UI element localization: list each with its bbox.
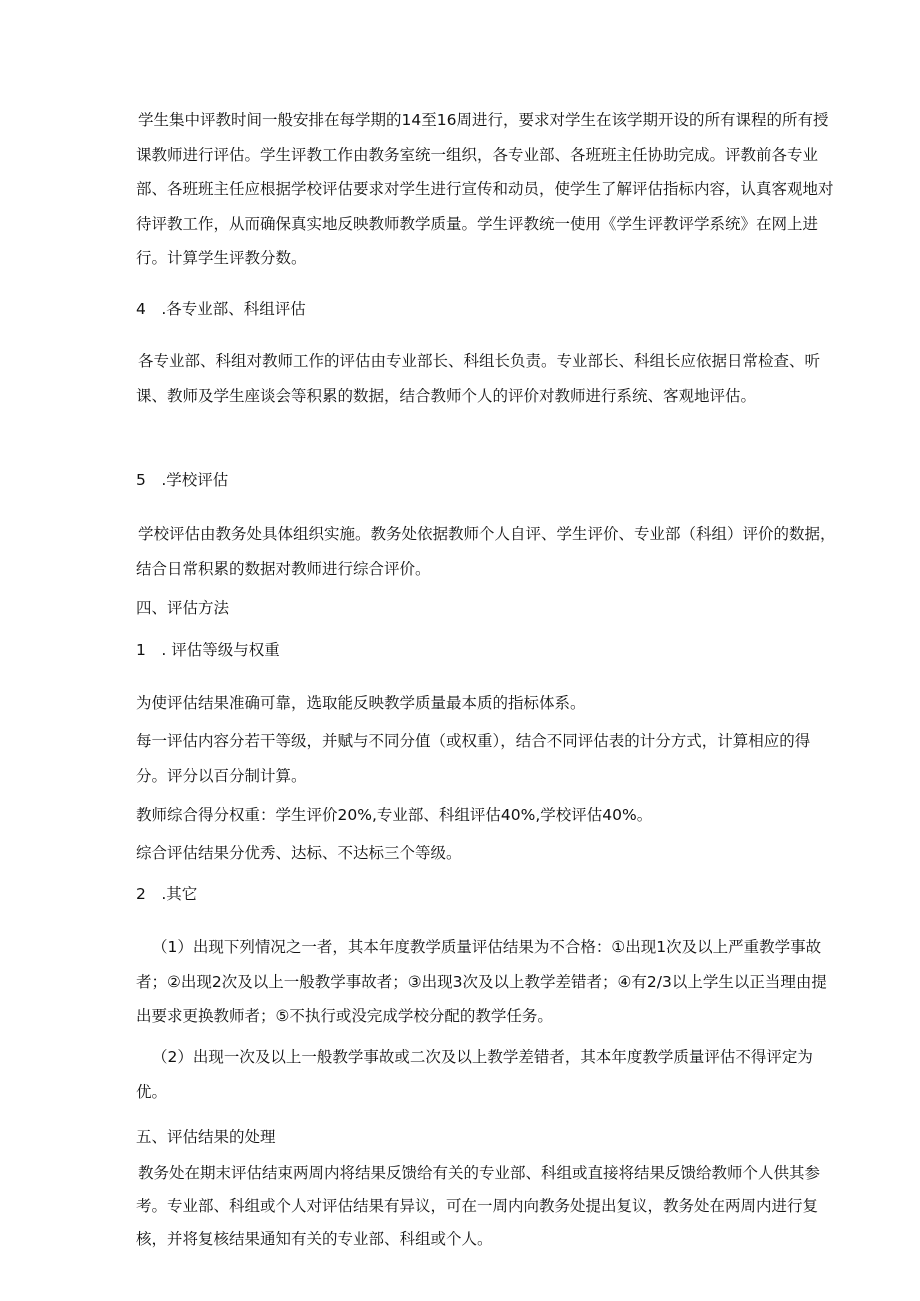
paragraph-indicator-system: 为使评估结果准确可靠，选取能反映教学质量最本质的指标体系。 — [136, 694, 586, 712]
heading-section-four: 四、评估方法 — [136, 599, 230, 617]
paragraph-weights: 教师综合得分权重：学生评价20%,专业部、科组评估40%,学校评估40%。 — [136, 806, 653, 824]
paragraph-fail-conditions: （1）出现下列情况之一者，其本年度教学质量评估结果为不合格：①出现1次及以上严重教学事故者；②出现2次及以上一般教学事故者；③出现3次及以上教学差错者；④有2/3以上学生以正当理由提出要求更换教师者；⑤不执行或没完成学校分配的教学任务。 — [136, 938, 827, 1025]
heading-others: 2 .其它 — [136, 885, 198, 903]
heading-school-evaluation: 5 .学校评估 — [136, 471, 229, 489]
paragraph-result-feedback: 教务处在期末评估结束两周内将结果反馈给有关的专业部、科组或直接将结果反馈给教师个人供其参考。专业部、科组或个人对评估结果有异议，可在一周内向教务处提出复议，教务处在两周内进行复核，并将复核结果通知有关的专业部、科组或个人。 — [136, 1164, 821, 1248]
paragraph-levels: 每一评估内容分若干等级，并赋与不同分值（或权重），结合不同评估表的计分方式，计算相应的得分。评分以百分制计算。 — [136, 732, 811, 785]
paragraph-no-excellent: （2）出现一次及以上一般教学事故或二次及以上教学差错者，其本年度教学质量评估不得评定为优。 — [136, 1048, 813, 1101]
paragraph-dept-evaluation: 各专业部、科组对教师工作的评估由专业部长、科组长负责。专业部长、科组长应依据日常检查、听课、教师及学生座谈会等积累的数据，结合教师个人的评价对教师进行系统、客观地评估。 — [136, 352, 821, 405]
heading-section-five: 五、评估结果的处理 — [136, 1128, 276, 1146]
heading-dept-evaluation: 4 .各专业部、科组评估 — [136, 300, 306, 318]
paragraph-student-evaluation: 学生集中评教时间一般安排在每学期的14至16周进行，要求对学生在该学期开设的所有课程的所有授课教师进行评估。学生评教工作由教务室统一组织，各专业部、各班班主任协助完成。评教前各专业部、各班班主任应根据学校评估要求对学生进行宣传和动员，使学生了解评估指标内容，认真客观地对待评教工作，从而确保真实地反映教师教学质量。学生评教统一使用《学生评教评学系统》在网上进行。计算学生评教分数。 — [136, 111, 834, 267]
paragraph-grades: 综合评估结果分优秀、达标、不达标三个等级。 — [136, 844, 462, 862]
paragraph-school-evaluation: 学校评估由教务处具体组织实施。教务处依据教师个人自评、学生评价、专业部（科组）评价的数据，结合日常积累的数据对教师进行综合评价。 — [136, 525, 836, 578]
heading-levels-weights: 1 . 评估等级与权重 — [136, 641, 280, 659]
